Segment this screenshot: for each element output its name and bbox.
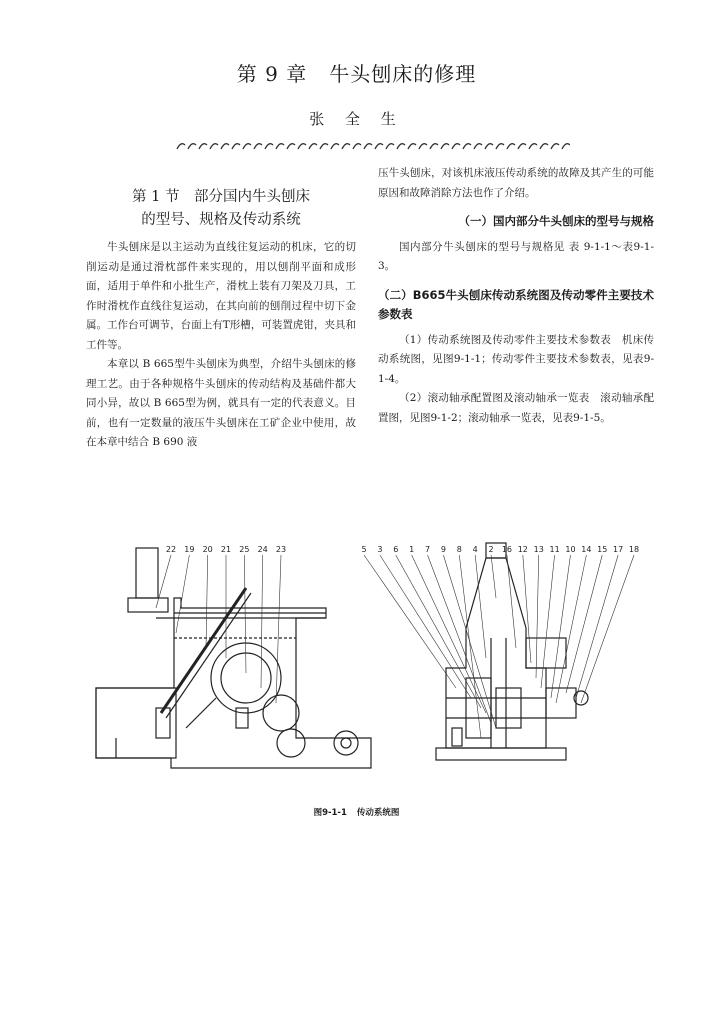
chapter-title [0,58,713,87]
leader-line [536,555,539,678]
ornament-flourish [430,144,438,149]
figure-title: 传动系统图 [356,808,400,818]
paragraph: 牛头刨床是以主运动为直线往复运动的机床，它的切削运动是通过滑枕部件来实现的，用以刨削平面和成形面，适用于单件和小批生产，滑枕上装有刀架及刀具，工作时滑枕作直线往复运动，在其向前的刨削过程中切下金属。工作台可调节，台面上有T形槽，可装置虎钳，夹具和工件等。 [86,241,356,351]
leader-line [412,555,486,713]
callout-number: 19 [184,545,195,554]
callout-number: 21 [220,545,232,554]
leader-line [566,555,602,693]
ornament-flourish [177,144,185,149]
machine-side-view [96,548,371,768]
ornament-flourish [320,144,328,149]
subsection-heading-2: （二）B665牛头刨床传动系统图及传动零件主要技术参数表 [378,287,654,321]
ornament-flourish [298,144,306,149]
callout-number: 15 [597,545,608,554]
section-heading-line1: 第 1 节 部分国内牛头刨床 [132,189,310,205]
leader-line [261,555,263,688]
ornament-flourish [221,144,229,149]
callout-labels-left [166,545,286,554]
callout-number: 2 [488,545,494,554]
ornament-flourish [342,144,350,149]
ornament-flourish [386,144,394,149]
ornament-flourish [265,144,273,149]
callout-number: 14 [581,545,592,554]
author: 张 全 生 [309,110,404,128]
leader-line [206,555,208,648]
right-column [378,164,654,428]
leader-line [475,555,486,658]
callout-number: 23 [275,545,287,554]
ornament-flourish [397,144,405,149]
ornament-flourish [375,144,383,149]
ornament-flourish [353,144,361,149]
callout-number: 8 [456,545,462,554]
ornament-flourish [331,144,339,149]
leader-line [551,555,570,698]
ornament-flourish [507,144,515,149]
ornament-flourish [518,144,526,149]
ornament-flourish [441,144,449,149]
leader-line [276,555,281,703]
paragraph-continuation: 压牛头刨床，对该机床液压传动系统的故障及其产生的可能原因和故障消除方法也作了介绍。 [378,167,654,199]
ornament-flourish [408,144,416,149]
ornament-flourish [474,144,482,149]
ornament-flourish [562,144,570,149]
paragraph: 国内部分牛头刨床的型号与规格见 表 9-1-1～表9-1-3。 [378,240,654,272]
paragraph: 本章以 B 665型牛头刨床为典型，介绍牛头刨床的修理工艺。由于各种规格牛头刨床的传动结构及基础件都大同小异，故以 B 665型为例，就具有一定的代表意义。目前，也有一定数量的液压牛头刨床在工矿企业中使用，故在本章中结合 B 690 液 [86,358,356,448]
section-heading-line2: 的型号、规格及传动系统 [141,212,301,228]
callout-number: 24 [257,545,268,554]
ornament-flourish [529,144,537,149]
ornament-flourish [199,144,207,149]
ornament-flourish [540,144,548,149]
ornament-flourish [210,144,218,149]
leader-line [491,555,496,598]
chapter-name: 牛头刨床的修理 [329,62,477,86]
ornament-rule [175,140,570,152]
paragraph: （1）传动系统图及传动零件主要技术参数表 机床传动系统图，见图9-1-1；传动零件主要技术参数表，见表9-1-4。 [378,333,654,385]
callout-number: 10 [565,545,576,554]
callout-number: 25 [239,545,250,554]
callout-number: 17 [613,545,624,554]
ornament-flourish [551,144,559,149]
leader-line [581,555,634,703]
ornament-flourish [463,144,471,149]
leader-line [523,555,531,663]
callout-number: 12 [517,545,528,554]
callout-number: 7 [424,545,431,554]
figure-caption [0,806,713,818]
machine-front-view [436,543,588,760]
callout-number: 20 [202,545,213,554]
callout-labels-right [361,545,639,554]
callout-number: 1 [409,545,415,554]
leader-line [576,555,618,698]
ornament-flourish [309,144,317,149]
chapter-number: 第 9 章 [236,62,308,86]
ornament-flourish [287,144,295,149]
leader-line [459,555,481,738]
callout-number: 4 [472,545,478,554]
subsection-heading-1: （一）国内部分牛头刨床的型号与规格 [458,214,654,228]
left-column [86,238,356,453]
callout-number: 16 [501,545,513,554]
callout-number: 13 [533,545,544,554]
callout-number: 11 [549,545,560,554]
ornament-flourish [496,144,504,149]
callout-number: 3 [377,545,383,554]
ornament-flourish [276,144,284,149]
leader-line [176,555,189,633]
leader-line [380,555,471,698]
paragraph: （2）滚动轴承配置图及滚动轴承一览表 滚动轴承配置图，见图9-1-2；滚动轴承一览表，见表9-1-5。 [378,392,654,424]
leader-line [507,555,516,648]
callout-number: 5 [361,545,367,554]
callout-number: 22 [165,545,177,554]
ornament-flourish [364,144,372,149]
callout-number: 6 [393,545,399,554]
leader-line [244,555,246,673]
transmission-system-figure [86,538,666,778]
ornament-flourish [232,144,240,149]
ornament-flourish [419,144,427,149]
figure-label: 图9-1-1 [313,808,347,818]
section-heading [86,186,356,232]
leader-line [364,555,456,688]
callout-number: 9 [440,545,446,554]
ornament-flourish [452,144,460,149]
ornament-flourish [485,144,493,149]
callout-number: 18 [628,545,640,554]
ornament-flourish [243,144,251,149]
ornament-flourish [188,144,196,149]
ornament-flourish [254,144,262,149]
